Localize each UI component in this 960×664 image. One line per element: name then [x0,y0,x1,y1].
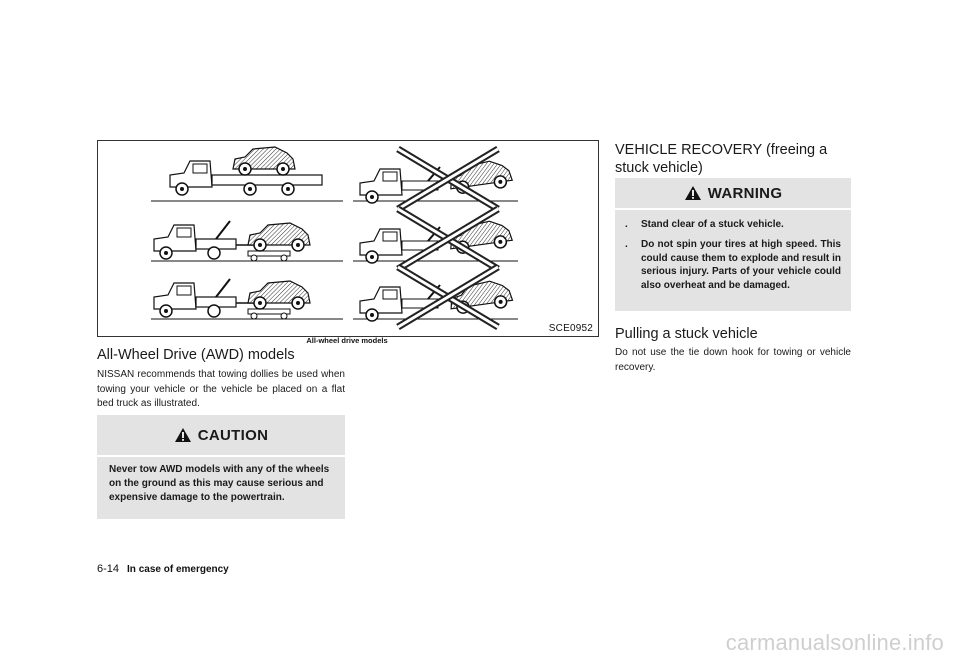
caution-text: Never tow AWD models with any of the wheels on the ground as this may cause serious and expensive damage to the powertrain. [109,464,330,503]
warning-title: WARNING [707,184,783,202]
bullet-mark: . [625,219,628,230]
chapter-title: In case of emergency [127,564,229,575]
warning-header [615,178,851,208]
warning-triangle-icon [174,427,192,443]
recovery-heading: VEHICLE RECOVERY (freeing a stuck vehicle) [615,142,828,176]
warning-item [625,218,841,232]
towing-figure [97,140,599,337]
bullet-mark: . [625,238,628,250]
page-number: 6-14 [97,563,120,575]
warning-item-text: Stand clear of a stuck vehicle. [641,219,784,230]
awd-body-text: NISSAN recommends that towing dollies be used when towing your vehicle or the vehicle be placed on a flat bed truck as illustrated. [97,369,345,409]
watermark: carmanualsonline.info [725,630,944,655]
warning-triangle-icon [684,185,702,201]
figure-code: SCE0952 [548,323,593,334]
tow-truck-dolly-illustration-1 [151,221,343,261]
warning-list [615,210,851,305]
pulling-heading: Pulling a stuck vehicle [615,326,758,342]
warning-item-text: Do not spin your tires at high speed. This could cause them to explode and result in serious injury. Parts of your vehicle could also overheat and be damaged. [641,238,841,292]
page-footer [97,563,229,575]
incorrect-tow-illustration-2 [353,209,518,269]
incorrect-tow-illustration-1 [353,149,518,209]
warning-item [625,238,841,293]
caution-box [97,415,345,519]
incorrect-tow-illustration-3 [353,267,518,327]
flatbed-truck-illustration [151,147,343,201]
figure-caption: All-wheel drive models [306,336,388,345]
towing-illustration [98,141,598,336]
warning-box [615,178,851,311]
caution-title: CAUTION [197,426,269,444]
caution-header [97,415,345,455]
pulling-body-text: Do not use the tie down hook for towing or vehicle recovery. [615,347,851,373]
awd-heading: All-Wheel Drive (AWD) models [97,347,295,363]
tow-truck-dolly-illustration-2 [151,279,343,319]
